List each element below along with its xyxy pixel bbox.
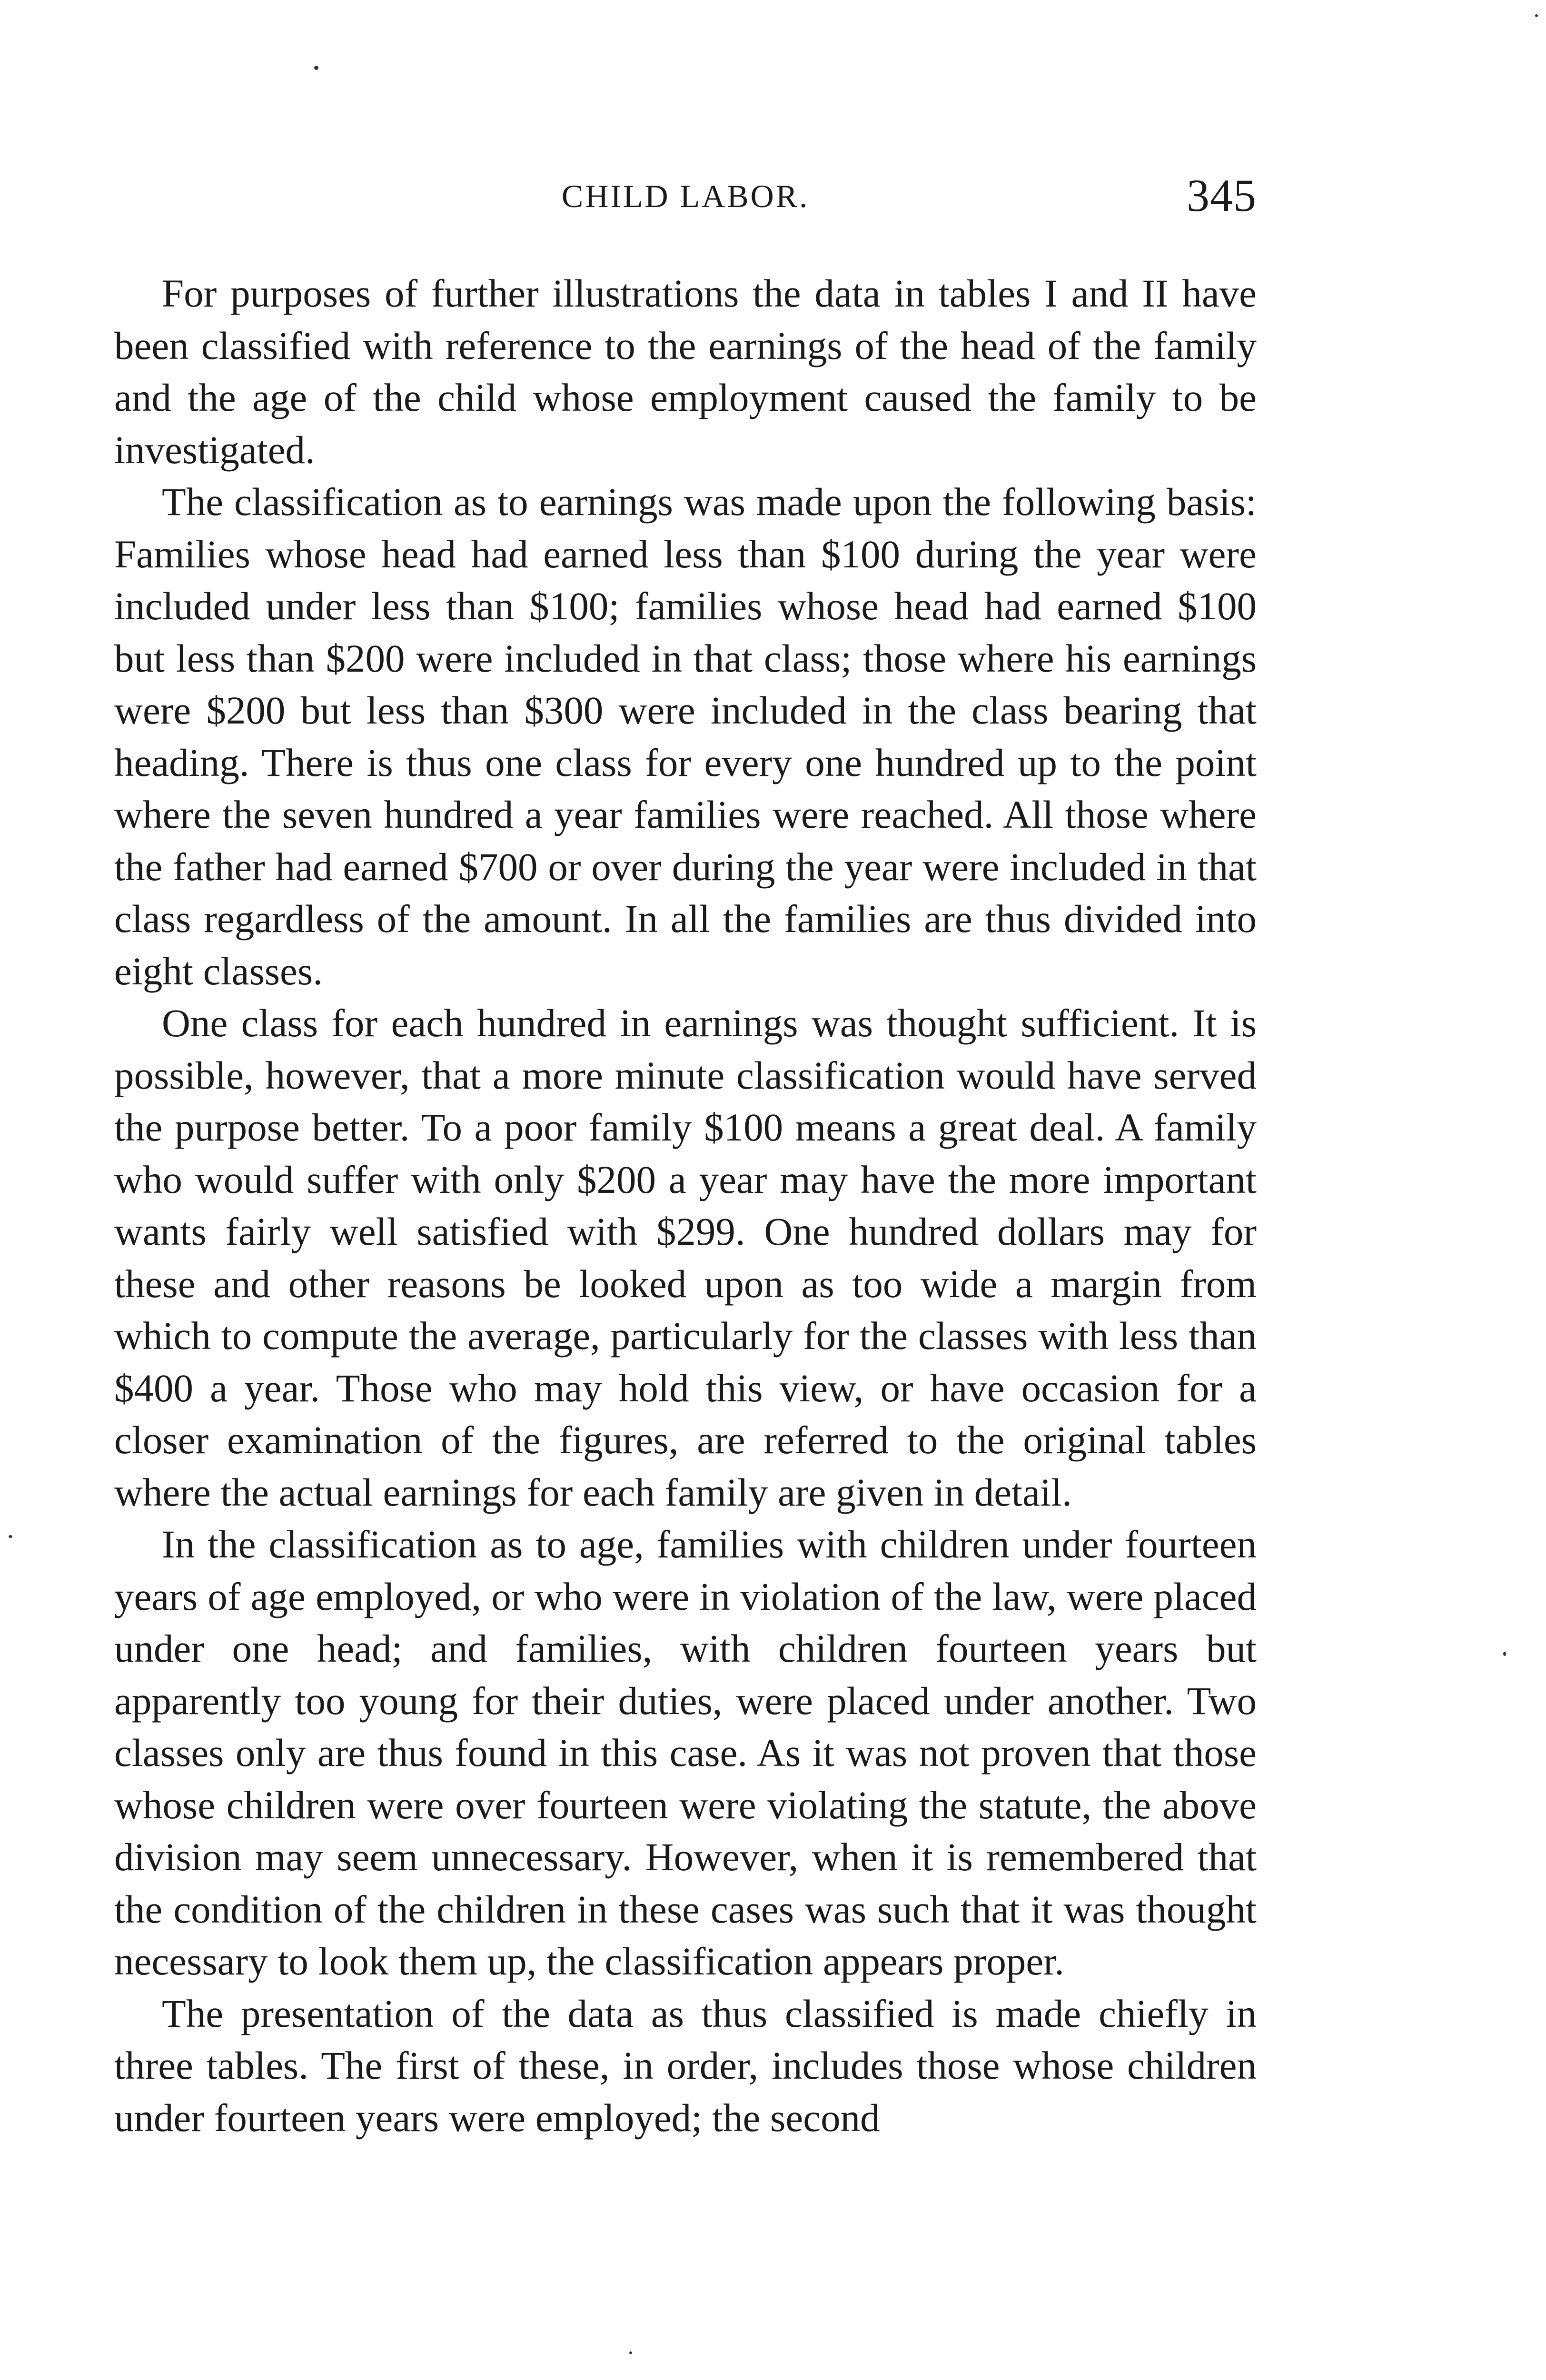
paragraph-4: In the classification as to age, families with children under fourteen years of age employed, or who were in violation of the law, were placed under one head; and families, with children fourteen years but apparently too young for their duties, were placed under another. Two classes only are thus found in this case. As it was not proven that those whose children were over fourteen were violating the statute, the above division may seem unnecessary. However, when it is remembered that the condition of the children in these cases was such that it was thought necessary to look them up, the classification appears proper. <box>114 1522 1257 1983</box>
paragraph-5: The presentation of the data as thus classified is made chiefly in three tables. The first of these, in order, includes those whose children under fourteen years were employed; the second <box>114 1991 1257 2140</box>
running-title: CHILD LABOR. <box>561 178 810 214</box>
paragraph-1: For purposes of further illustrations the data in tables I and II have been classified with reference to the earnings of the head of the family and the age of the child whose employment caused the family to be investigated. <box>114 271 1257 472</box>
body-text <box>114 268 1257 2144</box>
scan-speck <box>629 2351 632 2354</box>
paragraph-3: One class for each hundred in earnings was thought sufficient. It is possible, however, that a more minute classification would have served the purpose better. To a poor family $100 means a great deal. A family who would suffer with only $200 a year may have the more important wants fairly well satisfied with $299. One hundred dollars may for these and other reasons be looked upon as too wide a margin from which to compute the average, particularly for the classes with less than $400 a year. Those who may hold this view, or have occasion for a closer examination of the figures, are referred to the original tables where the actual earnings for each family are given in detail. <box>114 1001 1257 1514</box>
scan-speck <box>1535 14 1538 17</box>
scan-speck <box>314 66 318 70</box>
page-number: 345 <box>1187 170 1257 221</box>
scan-speck <box>1503 1652 1506 1656</box>
running-head <box>114 169 1257 226</box>
scan-speck <box>9 1535 12 1538</box>
paragraph-2: The classification as to earnings was made upon the following basis: Families whose head had earned less than $100 during the year were included under less than $100; families whose head had earned $100 but less than $200 were included in that class; those where his earnings were $200 but less than $300 were included in the class bearing that heading. There is thus one class for every one hundred up to the point where the seven hundred a year families were reached. All those where the father had earned $700 or over during the year were included in that class regardless of the amount. In all the families are thus divided into eight classes. <box>114 480 1257 993</box>
